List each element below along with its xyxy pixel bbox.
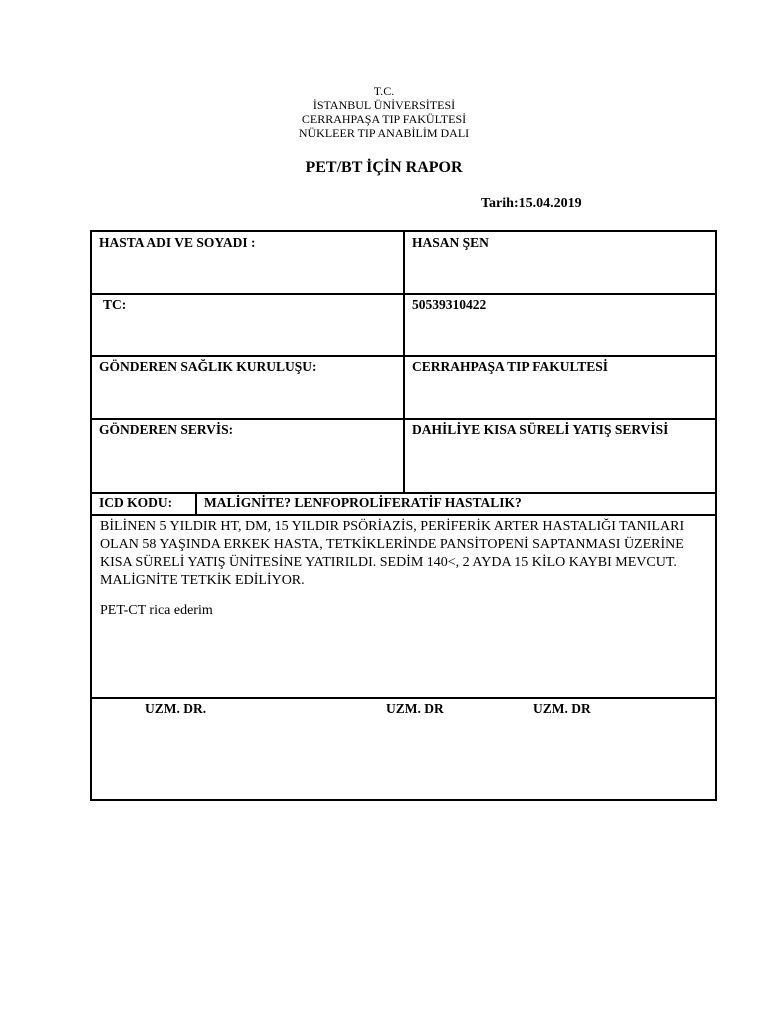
signature-3: UZM. DR <box>533 701 591 716</box>
tc-value: 50539310422 <box>412 297 487 312</box>
icd-value: MALİGNİTE? LENFOPROLİFERATİF HASTALIK? <box>204 495 522 510</box>
report-title: PET/BT İÇİN RAPOR <box>305 159 463 176</box>
clinical-text-block <box>100 518 710 620</box>
header-line-university: İSTANBUL ÜNİVERSİTESİ <box>312 98 456 112</box>
header-line-faculty: CERRAHPAŞA TIP FAKÜLTESİ <box>301 112 467 126</box>
row-divider <box>92 514 715 516</box>
tc-label: TC: <box>103 297 127 312</box>
column-divider <box>403 232 405 492</box>
signature-2: UZM. DR <box>386 701 444 716</box>
clinical-history: BİLİNEN 5 YILDIR HT, DM, 15 YILDIR PSÖRİAZİS, PERİFERİK ARTER HASTALIĞI TANILARI OLAN 58 YAŞINDA ERKEK HASTA, TETKİKLERİNDE PANSİTOPENİ SAPTANMASI ÜZERİNE KISA SÜRELİ YATIŞ ÜNİTESİNE YATIRILDI. SEDİM 140<, 2 AYDA 15 KİLO KAYBI MEVCUT. MALİGNİTE TETKİK EDİLİYOR. <box>100 519 685 588</box>
report-form <box>90 230 717 801</box>
institution-label: GÖNDEREN SAĞLIK KURULUŞU: <box>99 359 317 374</box>
signature-1: UZM. DR. <box>145 701 207 716</box>
patient-name-value: HASAN ŞEN <box>412 235 489 250</box>
row-divider <box>92 697 715 699</box>
row-divider <box>92 492 715 494</box>
service-value: DAHİLİYE KISA SÜRELİ YATIŞ SERVİSİ <box>412 422 669 437</box>
icd-divider <box>195 492 197 514</box>
header-line-department: NÜKLEER TIP ANABİLİM DALI <box>298 126 470 140</box>
patient-name-label: HASTA ADI VE SOYADI : <box>99 235 256 250</box>
header-line-tc: T.C. <box>373 84 395 98</box>
report-date: Tarih:15.04.2019 <box>481 196 582 211</box>
request-note: PET-CT rica ederim <box>100 603 213 618</box>
institution-value: CERRAHPAŞA TIP FAKULTESİ <box>412 359 609 374</box>
icd-label: ICD KODU: <box>99 495 173 510</box>
service-label: GÖNDEREN SERVİS: <box>99 422 234 437</box>
institution-header <box>0 84 768 140</box>
